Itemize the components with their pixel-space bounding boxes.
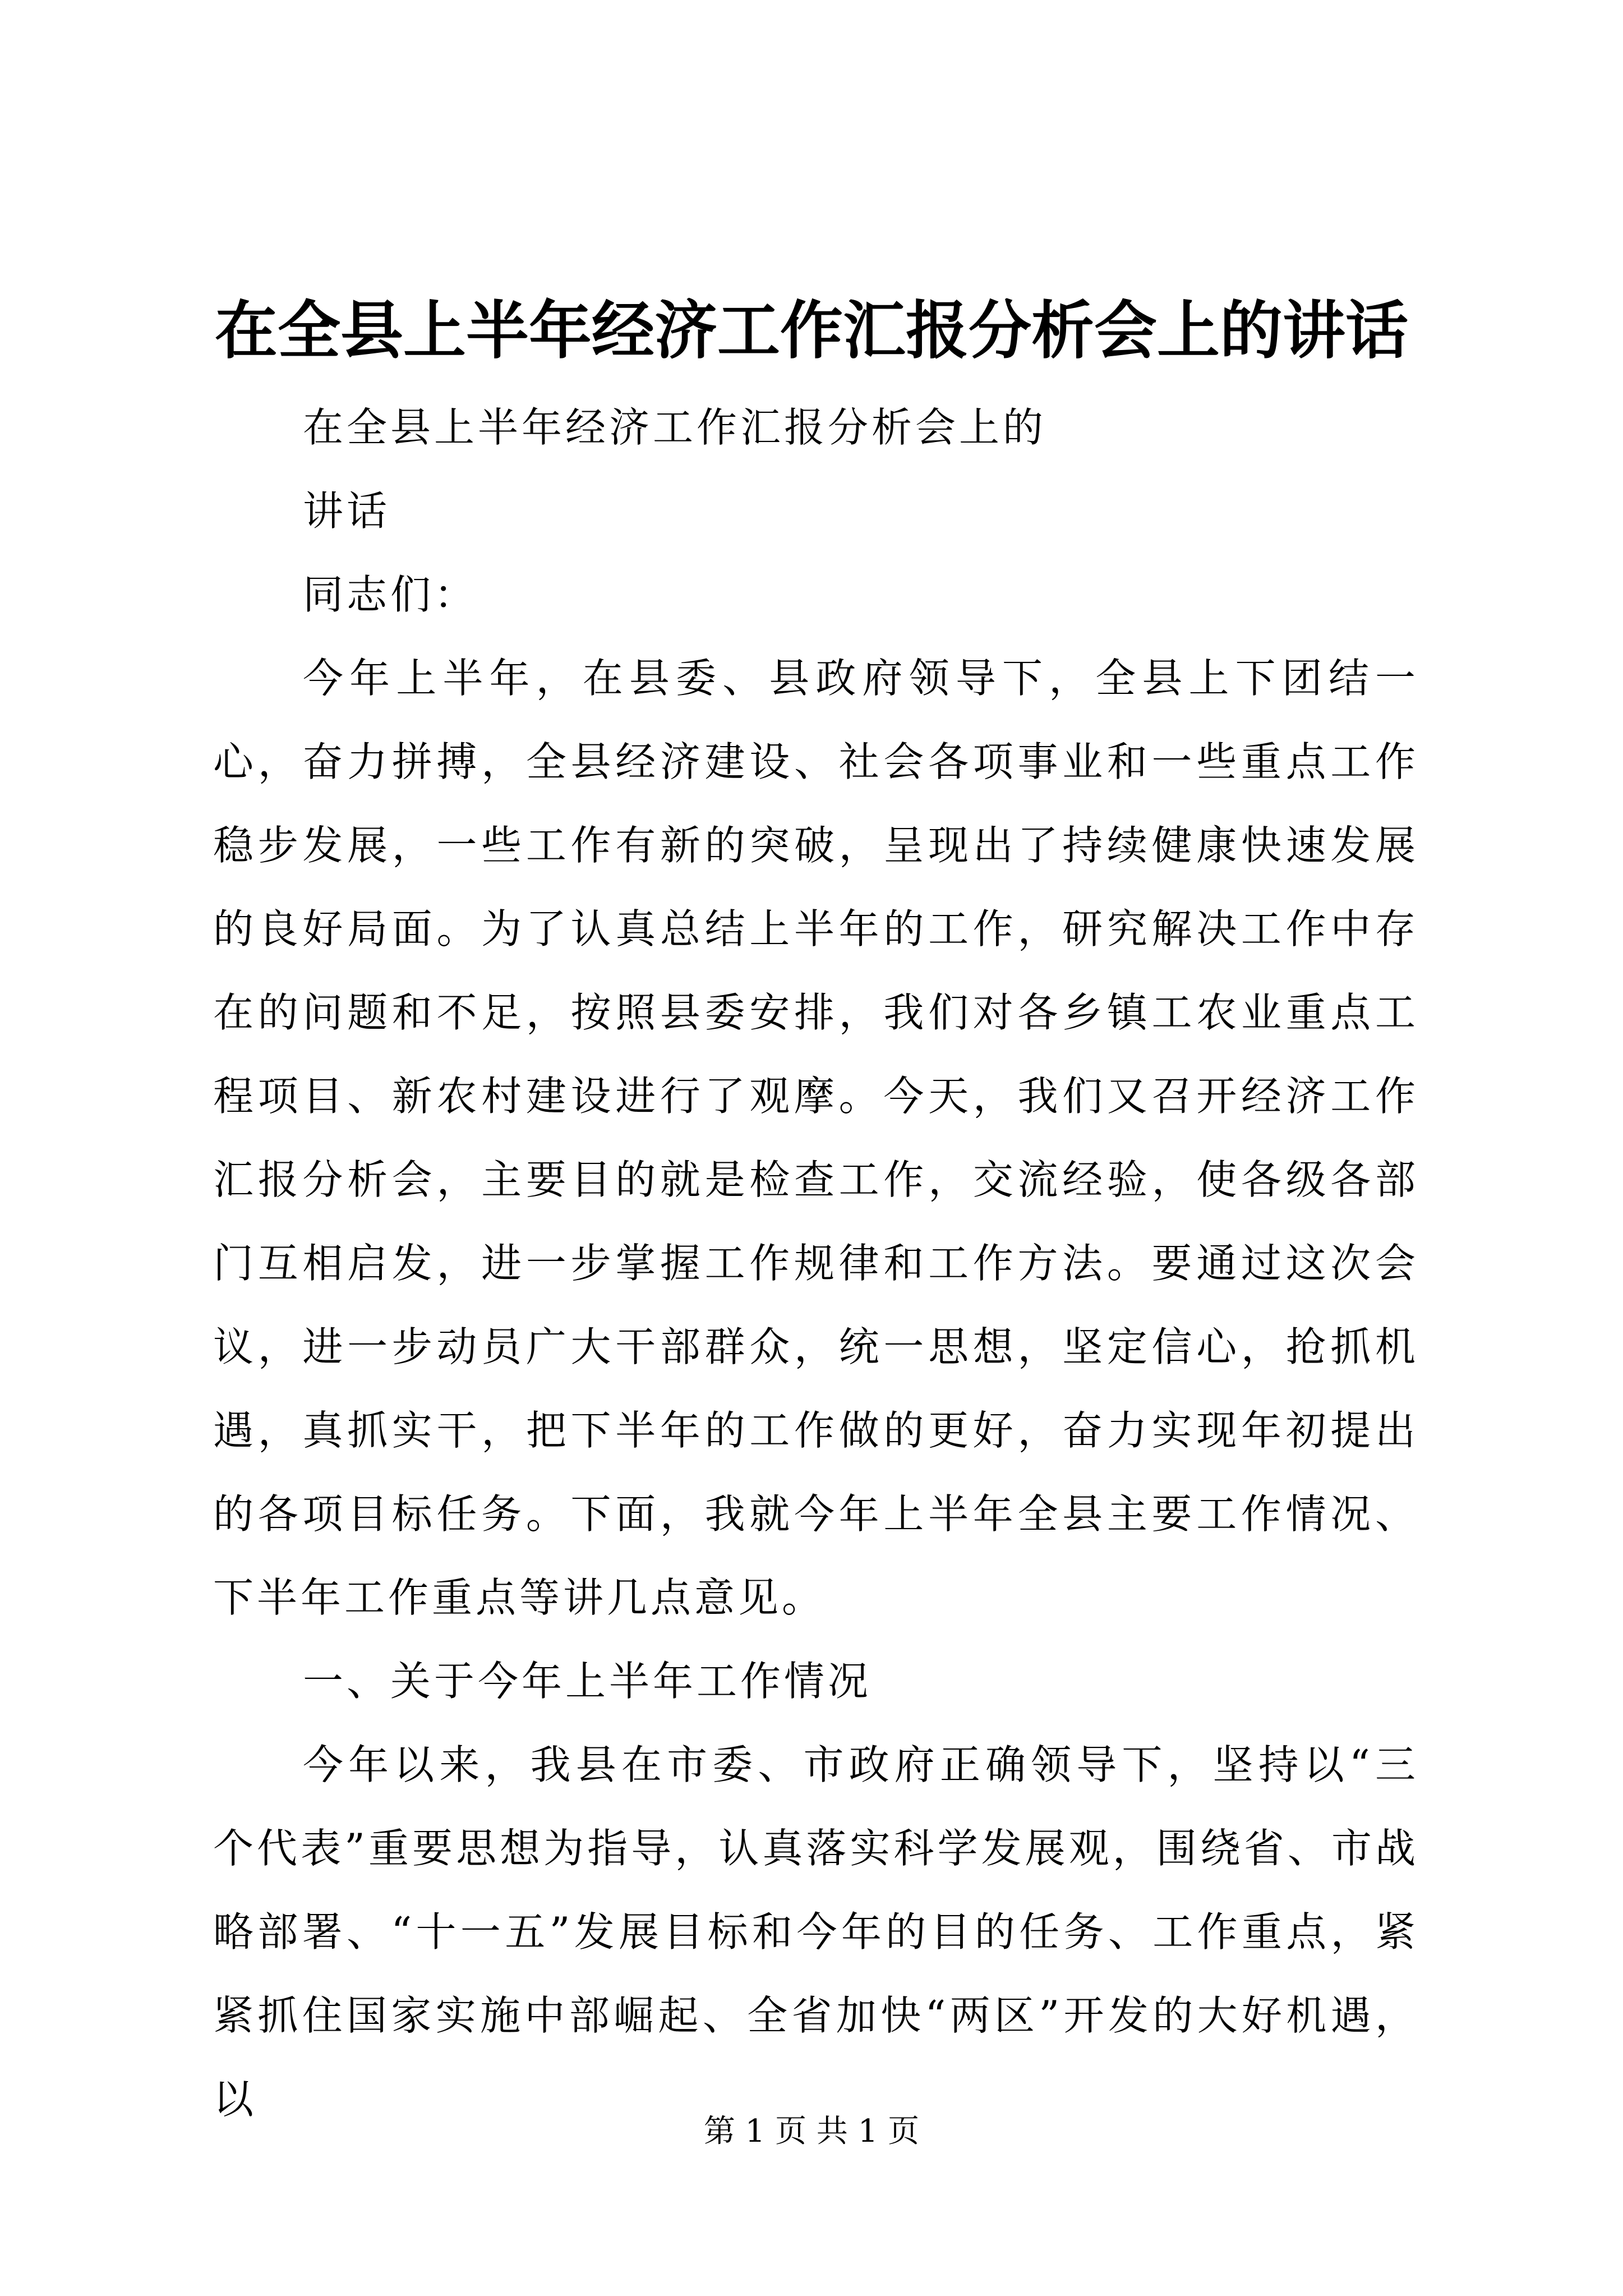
subtitle-line-2: 讲话 [303,487,391,535]
section-heading-1: 一、关于今年上半年工作情况 [303,1658,872,1705]
paragraph-intro: 今年上半年，在县委、县政府领导下，全县上下团结一心，奋力拼搏，全县经济建设、社会各项事业和一些重点工作稳步发展，一些工作有新的突破，呈现出了持续健康快速发展的良好局面。为了认真总结上半年的工作，研究解决工作中存在的问题和不足，按照县委安排，我们对各乡镇工农业重点工程项目、新农村建设进行了观摩。今天，我们又召开经济工作汇报分析会，主要目的就是检查工作，交流经验，使各级各部门互相启发，进一步掌握工作规律和工作方法。要通过这次会议，进一步动员广大干部群众，统一思想，坚定信心，抢抓机遇，真抓实干，把下半年的工作做的更好，奋力实现年初提出的各项目标任务。下面，我就今年上半年全县主要工作情况、下半年工作重点等讲几点意见。 [213,655,1419,1621]
paragraph-section-1: 今年以来，我县在市委、市政府正确领导下，坚持以“三个代表”重要思想为指导，认真落实科学发展观，围绕省、市战略部署、“十一五”发展目标和今年的目的任务、工作重点，紧紧抓住国家实施中部崛起、全省加快“两区”开发的大好机遇，以 [213,1741,1419,2123]
document-body [213,386,1419,2141]
page-footer: 第 1 页 共 1 页 [703,2113,920,2150]
document-title: 在全县上半年经济工作汇报分析会上的讲话 [215,294,1408,367]
salutation: 同志们： [303,571,478,618]
subtitle-line-1: 在全县上半年经济工作汇报分析会上的 [303,404,1047,451]
